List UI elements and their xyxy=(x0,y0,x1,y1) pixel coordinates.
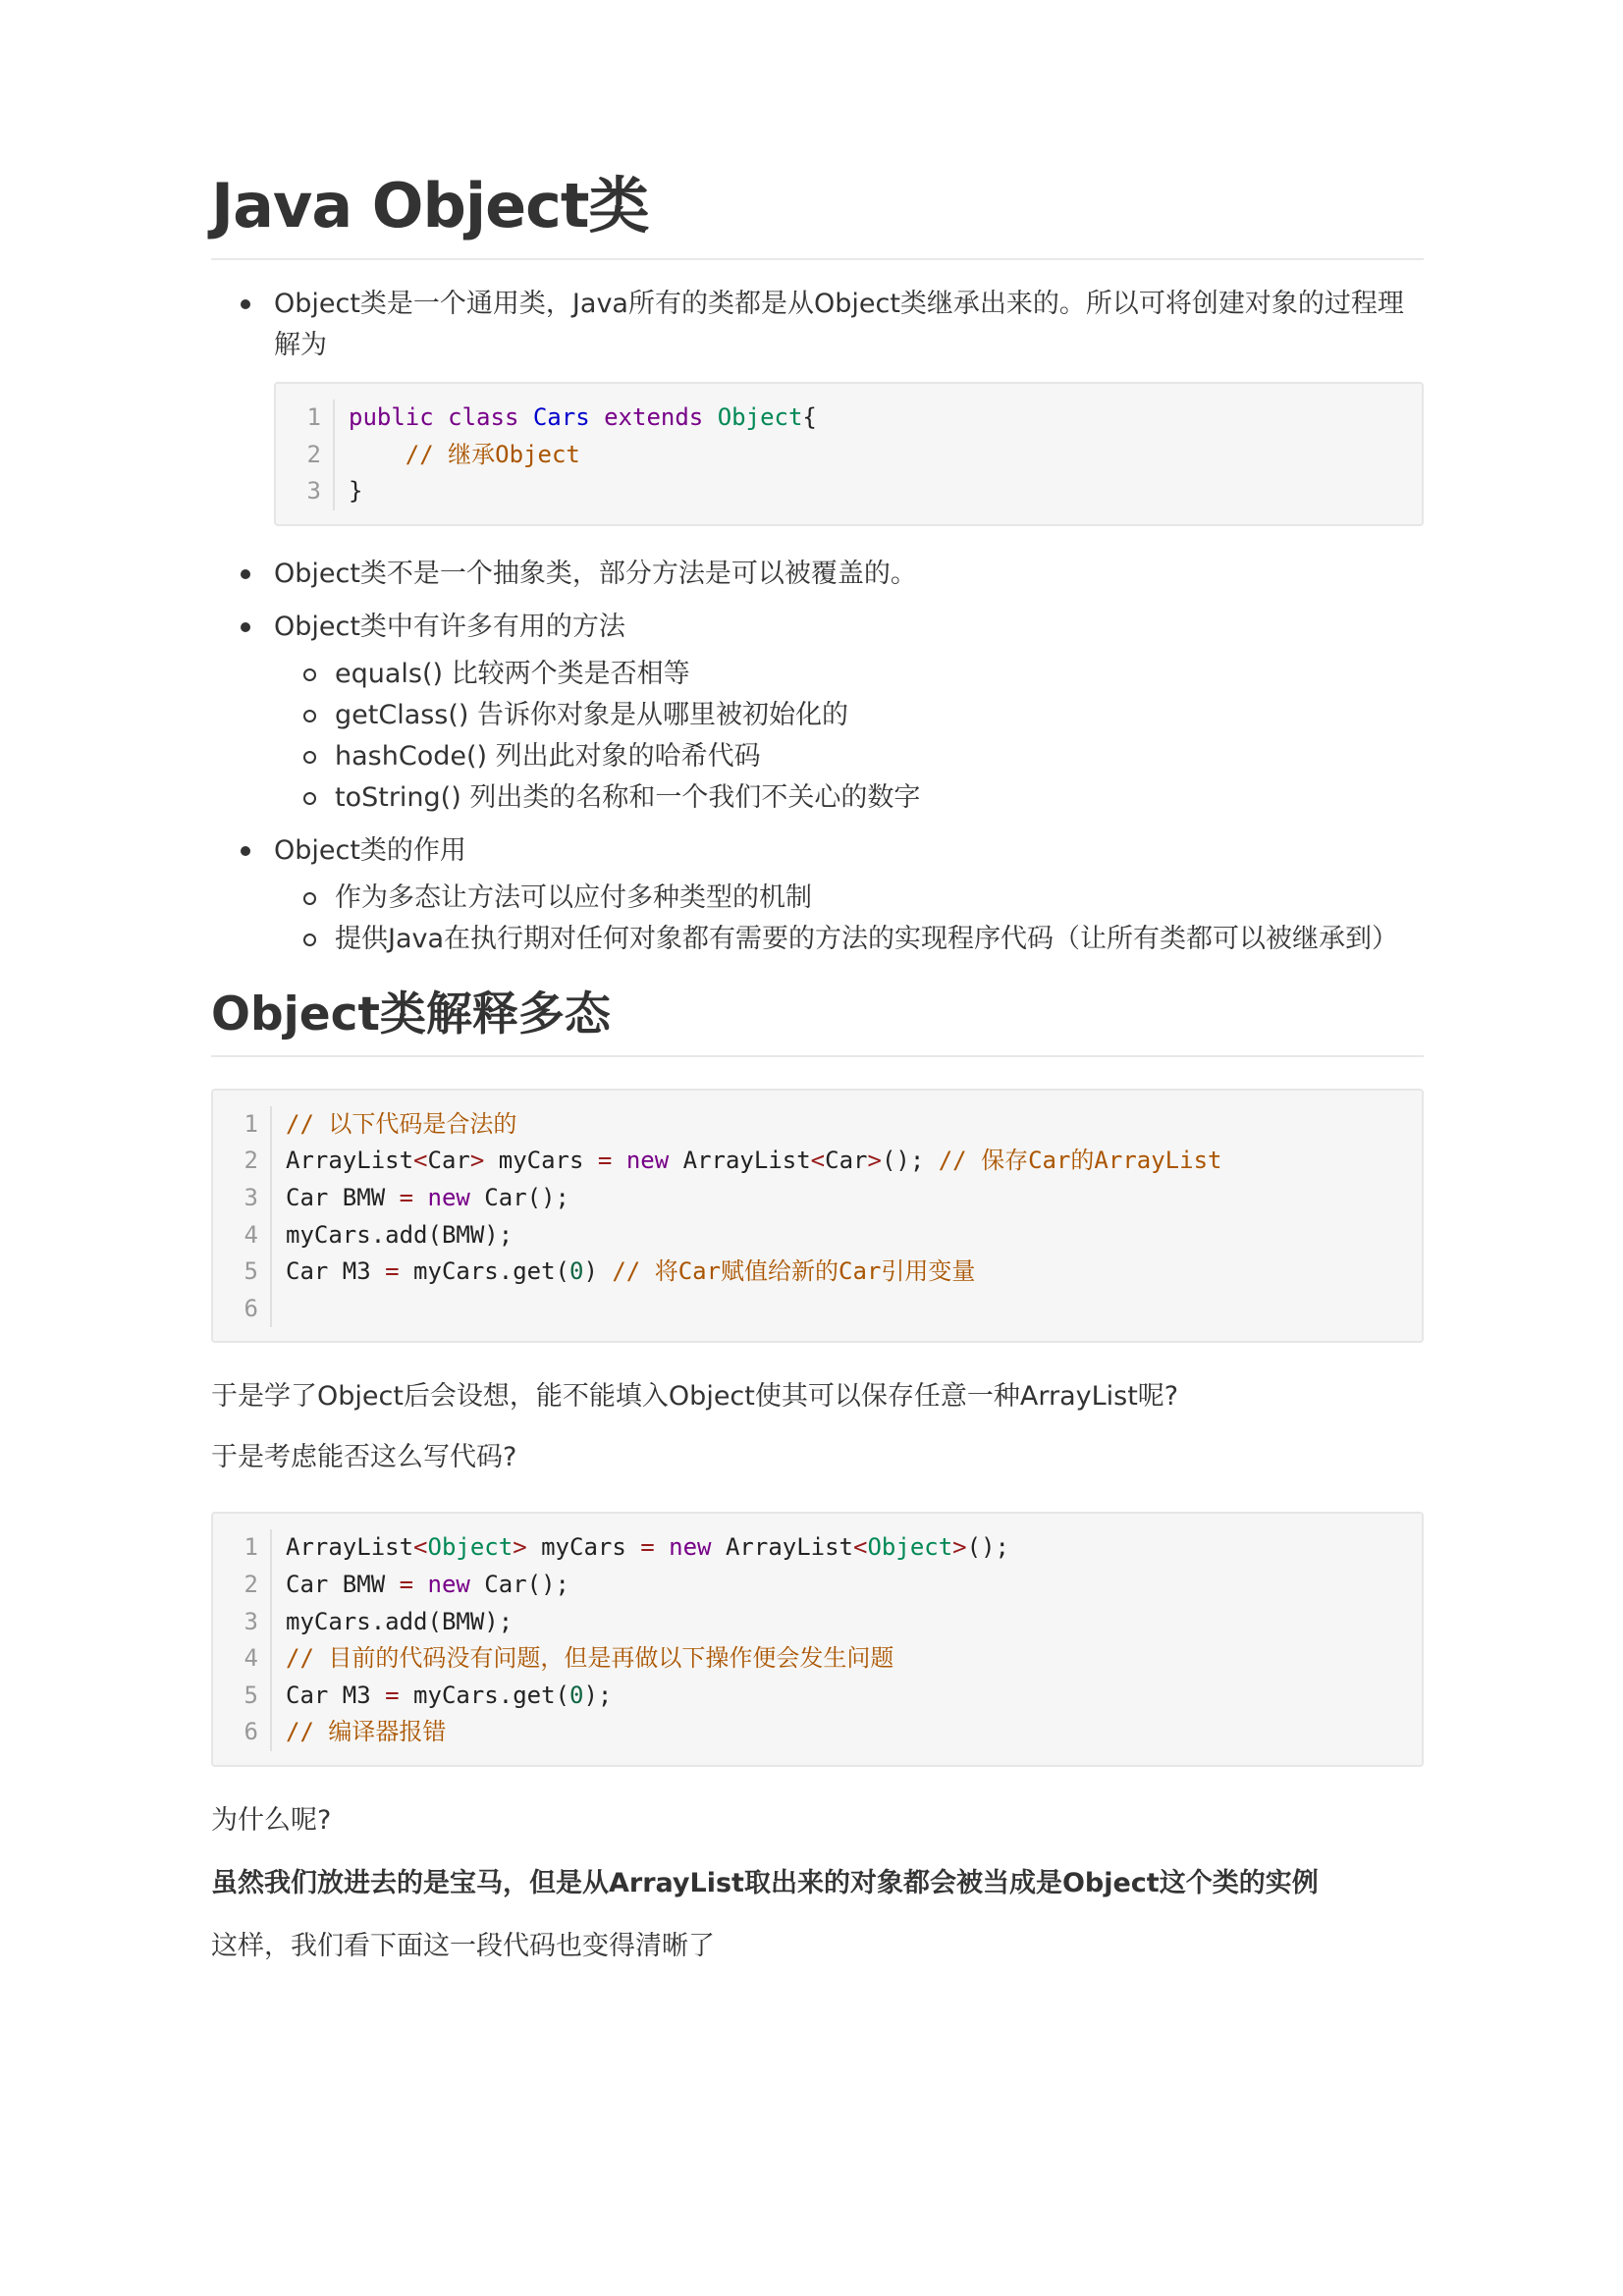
sublist-item: hashCode() 列出此对象的哈希代码 xyxy=(274,736,1424,777)
list-item: Object类是一个通用类，Java所有的类都是从Object类继承出来的。所以可将创建对象的过程理解为 xyxy=(211,284,1424,366)
line-number: 1 xyxy=(213,1106,272,1144)
code-text: } xyxy=(349,477,363,506)
code-line xyxy=(213,1529,1422,1567)
code-text: // 以下代码是合法的 xyxy=(286,1109,517,1138)
list-item-label: Object类的作用 xyxy=(274,834,466,866)
code-line xyxy=(213,1254,1422,1291)
line-number: 6 xyxy=(213,1714,272,1751)
page-title: Java Object类 xyxy=(211,157,1424,260)
code-line xyxy=(213,1678,1422,1715)
code-text: // 编译器报错 xyxy=(286,1718,447,1746)
code-block-arraylist-object xyxy=(211,1512,1424,1767)
code-text: // 目前的代码没有问题，但是再做以下操作便会发生问题 xyxy=(286,1644,894,1673)
sublist-item: 提供Java在执行期对任何对象都有需要的方法的实现程序代码（让所有类都可以被继承到） xyxy=(274,919,1424,960)
code-text: Car M3 = myCars.get(0); xyxy=(286,1681,613,1709)
line-number: 2 xyxy=(213,1143,272,1180)
sublist-item: toString() 列出类的名称和一个我们不关心的数字 xyxy=(274,777,1424,819)
intro-list xyxy=(211,284,1424,366)
document-page xyxy=(211,157,1424,1967)
code-line xyxy=(213,1217,1422,1255)
code-text: Car BMW = new Car(); xyxy=(286,1570,570,1598)
line-number: 4 xyxy=(213,1640,272,1678)
code-block-cars xyxy=(274,382,1424,526)
paragraph: 于是学了Object后会设想，能不能填入Object使其可以保存任意一种ArrayList呢? xyxy=(211,1381,1179,1413)
code-line xyxy=(213,1180,1422,1217)
sublist-item: 作为多态让方法可以应付多种类型的机制 xyxy=(274,878,1424,919)
purpose-sublist xyxy=(274,878,1424,960)
line-number: 2 xyxy=(276,437,335,474)
code-line xyxy=(213,1106,1422,1144)
code-line xyxy=(276,437,1422,474)
line-number: 3 xyxy=(213,1180,272,1217)
code-text: ArrayList<Car> myCars = new ArrayList<Car>(); // 保存Car的ArrayList xyxy=(286,1147,1222,1175)
code-line xyxy=(213,1567,1422,1604)
line-number: 1 xyxy=(213,1529,272,1567)
line-number: 6 xyxy=(213,1291,272,1328)
code-text: ArrayList<Object> myCars = new ArrayList<Object>(); xyxy=(286,1533,1009,1562)
line-number: 5 xyxy=(213,1254,272,1291)
sublist-item: equals() 比较两个类是否相等 xyxy=(274,654,1424,695)
list-item xyxy=(211,607,1424,819)
line-number: 3 xyxy=(276,473,335,510)
line-number: 4 xyxy=(213,1217,272,1255)
methods-sublist xyxy=(274,654,1424,819)
paragraph-bold: 虽然我们放进去的是宝马，但是从ArrayList取出来的对象都会被当成是Object这个类的实例 xyxy=(211,1867,1319,1898)
line-number: 2 xyxy=(213,1567,272,1604)
line-number: 3 xyxy=(213,1604,272,1641)
code-text: Car M3 = myCars.get(0) // 将Car赋值给新的Car引用变量 xyxy=(286,1257,976,1286)
code-line xyxy=(213,1143,1422,1180)
code-block-arraylist-car xyxy=(211,1089,1424,1344)
code-text: public class Cars extends Object{ xyxy=(349,403,817,431)
code-text: myCars.add(BMW); xyxy=(286,1607,514,1635)
code-line xyxy=(213,1604,1422,1641)
code-text: Car BMW = new Car(); xyxy=(286,1183,570,1211)
list-item: Object类不是一个抽象类，部分方法是可以被覆盖的。 xyxy=(211,554,1424,595)
code-line xyxy=(213,1640,1422,1678)
paragraph: 为什么呢? xyxy=(211,1804,332,1836)
paragraph: 这样，我们看下面这一段代码也变得清晰了 xyxy=(211,1930,715,1961)
list-item-label: Object类中有许多有用的方法 xyxy=(274,611,625,642)
line-number: 5 xyxy=(213,1678,272,1715)
list-item xyxy=(211,830,1424,960)
code-text: // 继承Object xyxy=(405,440,580,468)
code-text: myCars.add(BMW); xyxy=(286,1220,514,1249)
object-facts-list xyxy=(211,554,1424,960)
code-line xyxy=(213,1714,1422,1751)
sublist-item: getClass() 告诉你对象是从哪里被初始化的 xyxy=(274,695,1424,736)
paragraph: 于是考虑能否这么写代码? xyxy=(211,1442,517,1473)
code-line xyxy=(276,473,1422,510)
code-line xyxy=(213,1291,1422,1328)
code-line xyxy=(276,400,1422,437)
section-title: Object类解释多态 xyxy=(211,978,1424,1057)
line-number: 1 xyxy=(276,400,335,437)
